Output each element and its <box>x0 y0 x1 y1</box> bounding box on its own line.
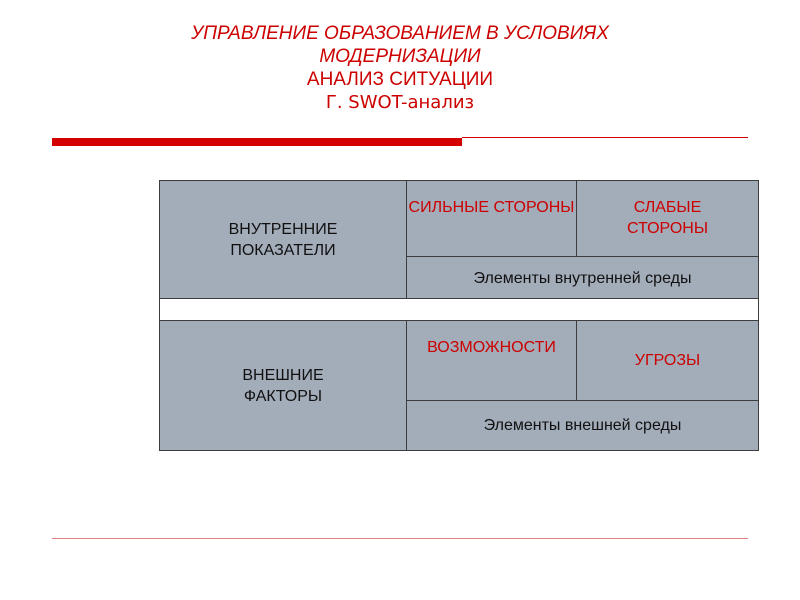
slide-title <box>0 22 800 114</box>
internal-environment-cell <box>406 256 759 300</box>
title-line-4: Г. SWOT-анализ <box>325 92 475 113</box>
opportunities-cell <box>406 320 577 401</box>
title-divider-thick <box>52 138 462 146</box>
external-factors-cell <box>159 320 407 451</box>
title-line-2: МОДЕРНИЗАЦИИ <box>319 46 481 67</box>
title-divider-thin <box>462 137 748 138</box>
title-line-1: УПРАВЛЕНИЕ ОБРАЗОВАНИЕМ В УСЛОВИЯХ <box>191 23 609 44</box>
opportunities-label: ВОЗМОЖНОСТИ <box>427 339 556 356</box>
threats-cell <box>576 320 759 401</box>
internal-indicators-cell <box>159 180 407 300</box>
weaknesses-label: СЛАБЫЕ СТОРОНЫ <box>626 199 708 237</box>
weaknesses-cell <box>576 180 759 257</box>
strengths-cell <box>406 180 577 257</box>
internal-indicators-label: ВНУТРЕННИЕ ПОКАЗАТЕЛИ <box>228 221 338 259</box>
external-factors-label: ВНЕШНИЕ ФАКТОРЫ <box>242 366 324 405</box>
table-separator-row <box>159 298 759 321</box>
footer-divider <box>52 538 748 539</box>
external-environment-label: Элементы внешней среды <box>483 417 682 434</box>
strengths-label: СИЛЬНЫЕ СТОРОНЫ <box>408 199 575 216</box>
external-environment-cell <box>406 400 759 451</box>
threats-label: УГРОЗЫ <box>634 352 701 369</box>
internal-environment-label: Элементы внутренней среды <box>473 269 692 287</box>
title-line-3: АНАЛИЗ СИТУАЦИИ <box>306 69 494 90</box>
